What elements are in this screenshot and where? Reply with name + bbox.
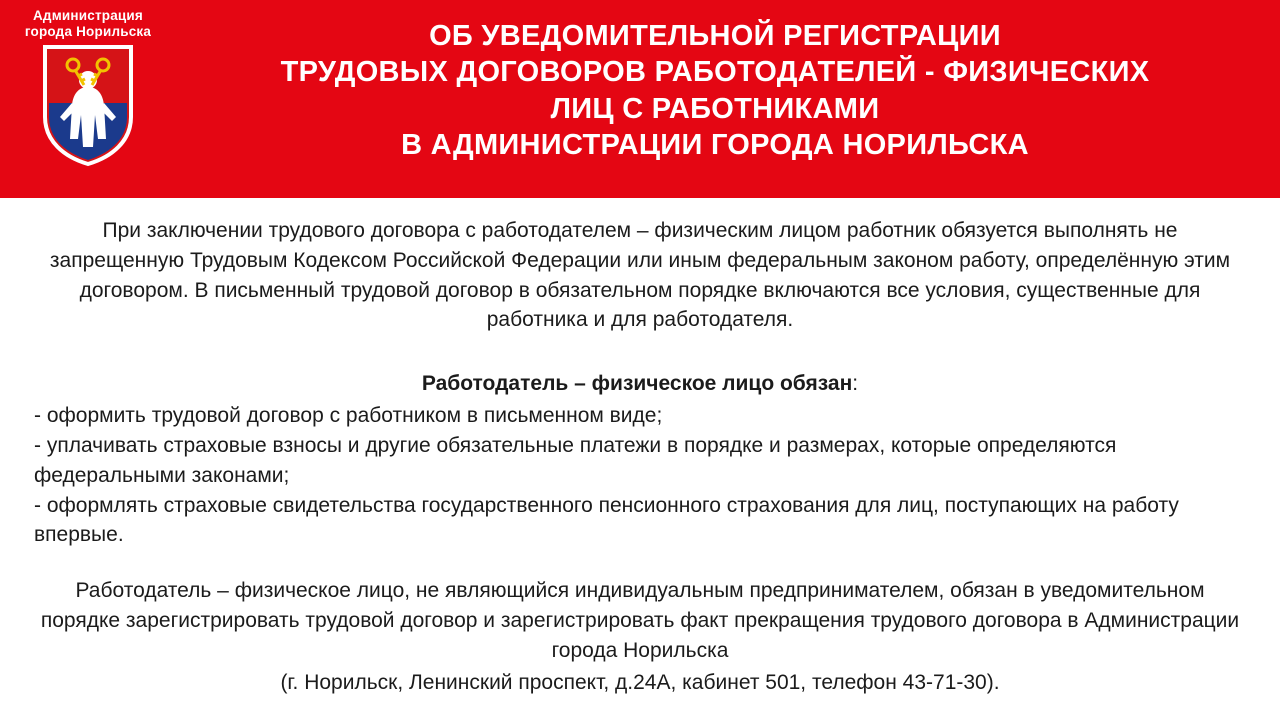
emblem-block — [0, 0, 176, 167]
page-title — [176, 0, 1280, 163]
list-item: - уплачивать страховые взносы и другие обязательные платежи в порядке и размерах, которые определяются федеральными законами; — [34, 433, 1117, 487]
title-line-2: ТРУДОВЫХ ДОГОВОРОВ РАБОТОДАТЕЛЕЙ - ФИЗИЧЕСКИХ — [280, 56, 1150, 89]
obligations-heading-tail: : — [852, 372, 859, 396]
emblem-caption-line2: города Норильска — [24, 23, 152, 39]
emblem-caption-line1: Администрация — [32, 8, 143, 23]
obligations-heading-bold: Работодатель – физическое лицо обязан — [421, 372, 853, 396]
coat-of-arms-icon — [42, 43, 134, 167]
list-item: - оформлять страховые свидетельства государственного пенсионного страхования для лиц, поступающих на работу впервые. — [34, 493, 1179, 547]
emblem-caption — [25, 8, 151, 39]
content-area — [0, 198, 1280, 720]
spacer — [34, 550, 1246, 576]
title-line-1: ОБ УВЕДОМИТЕЛЬНОЙ РЕГИСТРАЦИИ — [429, 20, 1001, 52]
header-banner — [0, 0, 1280, 198]
spacer — [34, 343, 1246, 369]
title-line-4: В АДМИНИСТРАЦИИ ГОРОДА НОРИЛЬСКА — [401, 128, 1029, 161]
closing-paragraph: Работодатель – физическое лицо, не являющийся индивидуальным предпринимателем, обязан в уведомительном порядке зарегистрировать трудовой договор и зарегистрировать факт прекращения трудового договора в Администрации города Норильска — [40, 579, 1240, 662]
intro-paragraph: При заключении трудового договора с работодателем – физическим лицом работник обязуется выполнять не запрещенную Трудовым Кодексом Российской Федерации или иным федеральным законом работу, определённую этим договором. В письменный трудовой договор в обязательном порядке включаются все условия, существенные для работника и для работодателя. — [49, 219, 1231, 332]
title-line-3: ЛИЦ С РАБОТНИКАМИ — [550, 92, 880, 125]
list-item: - оформить трудовой договор с работником в письменном виде; — [34, 404, 663, 428]
address-line: (г. Норильск, Ленинский проспект, д.24А, кабинет 501, телефон 43-71-30). — [280, 670, 1000, 694]
obligations-heading — [34, 369, 1246, 399]
closing-block — [34, 576, 1246, 697]
